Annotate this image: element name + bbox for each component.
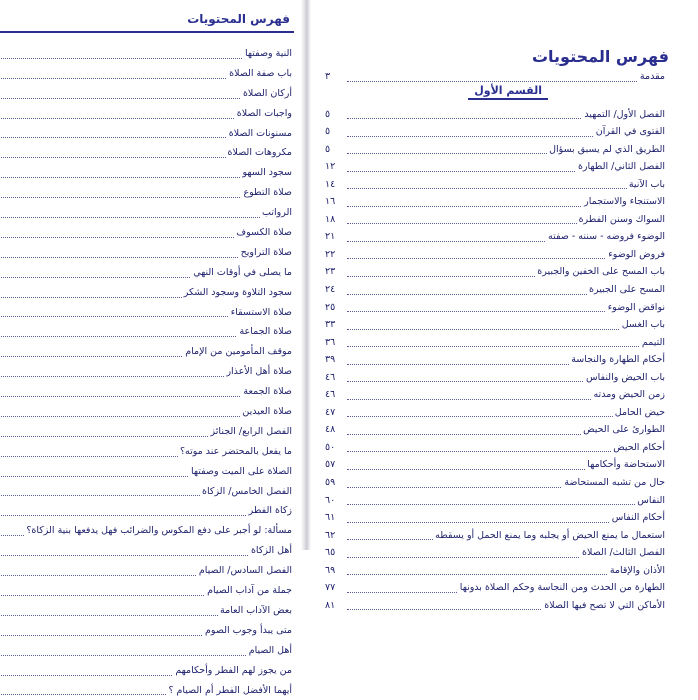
toc-entry <box>321 299 665 317</box>
toc-entry-title: باب الحيض والنفاس <box>584 372 665 383</box>
toc-entry <box>0 362 292 382</box>
toc-entry-title: سجود السهو <box>240 167 292 178</box>
toc-page-number: ٥ <box>325 106 332 124</box>
toc-entry <box>321 597 665 615</box>
toc-page-number: ٦٩ <box>325 562 337 580</box>
toc-entry-title: بعض الآداب العامة <box>218 605 292 616</box>
toc-entry-title: فروض الوضوء <box>606 249 665 260</box>
toc-page-number: ٤٦ <box>325 369 337 387</box>
toc-page-number: ١٨ <box>325 211 337 229</box>
toc-page-number: ٦٥ <box>325 544 337 562</box>
toc-entry-title: باب المسح على الخفين والجبيرة <box>535 266 665 277</box>
toc-entry <box>321 228 665 246</box>
toc-entry-title: ما يصلى في أوقات النهي <box>191 267 292 278</box>
toc-entry-title: مسألة: لو أجبر على دفع المكوس والضرائب فهل يدفعها بنية الزكاة؟ <box>24 525 292 536</box>
toc-entry <box>0 501 292 521</box>
dot-leader <box>347 188 665 189</box>
toc-page-number: ٦٠ <box>325 492 337 510</box>
toc-entry-title: حال من تشبه المستحاضة <box>562 477 665 488</box>
toc-entry-title: استعمال ما يمنع الحيض أو يجلبه وما يمنع الحمل أو يسقطه <box>433 530 665 541</box>
toc-entry-title: باب صفة الصلاة <box>227 68 292 79</box>
toc-page-number: ٤٧ <box>325 404 337 422</box>
toc-entry <box>321 193 665 211</box>
toc-entry-title: باب الغسل <box>620 319 665 330</box>
toc-page-number: ٢٣ <box>325 263 337 281</box>
toc-entry-title: زمن الحيض ومدته <box>591 389 665 400</box>
book-fold <box>301 0 311 550</box>
toc-page-number: ٥ <box>325 123 332 141</box>
toc-page-number: ٢١ <box>325 228 337 246</box>
right-page <box>311 0 698 550</box>
toc-entry <box>0 621 292 641</box>
toc-entry <box>0 382 292 402</box>
toc-entry <box>321 386 665 404</box>
toc-entry-title: واجبات الصلاة <box>235 108 292 119</box>
toc-entry-title: أيهما الأفضل الفطر أم الصيام ؟ <box>166 685 292 696</box>
toc-entry <box>0 163 292 183</box>
toc-entry-title: ما يفعل بالمحتضر عند موته؟ <box>178 446 292 457</box>
toc-entry <box>321 562 665 580</box>
toc-entry <box>0 143 292 163</box>
toc-entry-title: الطوارئ على الحيض <box>581 424 665 435</box>
toc-page-number: ١٤ <box>325 176 337 194</box>
toc-entry-title: أحكام الحيض <box>611 442 665 453</box>
toc-entry <box>0 521 292 541</box>
toc-entry-title: السواك وسنن الفطرة <box>577 214 665 225</box>
dot-leader <box>347 81 665 82</box>
toc-entry-title: النية وصفتها <box>243 48 292 59</box>
toc-entry <box>321 141 665 159</box>
toc-entry <box>321 579 665 597</box>
dot-leader <box>347 346 665 347</box>
toc-entry <box>0 283 292 303</box>
toc-page-number: ٨١ <box>325 597 337 615</box>
left-page-title: فهرس المحتويات <box>187 12 290 26</box>
toc-entry <box>0 641 292 661</box>
toc-entry-title: الفصل الخامس/ الزكاة <box>200 486 292 497</box>
toc-entry-title: الرواتب <box>260 207 292 218</box>
toc-entry <box>0 462 292 482</box>
toc-page-number: ٧٧ <box>325 579 337 597</box>
toc-entry <box>321 351 665 369</box>
toc-page-number: ٣٦ <box>325 334 337 352</box>
toc-page-number: ٣٩ <box>325 351 337 369</box>
right-toc-list <box>321 68 665 614</box>
toc-entry <box>0 223 292 243</box>
toc-entry-title: صلاة الجماعة <box>237 326 292 337</box>
toc-entry-title: صلاة الكسوف <box>234 227 292 238</box>
toc-entry-title: سجود التلاوة وسجود الشكر <box>182 287 292 298</box>
toc-entry <box>0 601 292 621</box>
toc-entry-title: نواقض الوضوء <box>606 302 665 313</box>
toc-entry <box>0 183 292 203</box>
toc-entry-title: زكاة الفطر <box>247 505 292 516</box>
toc-page-number: ٢٤ <box>325 281 337 299</box>
toc-entry <box>321 281 665 299</box>
toc-entry <box>321 474 665 492</box>
toc-entry <box>321 456 665 474</box>
toc-entry-title: من يجوز لهم الفطر وأحكامهم <box>173 665 292 676</box>
toc-entry <box>321 509 665 527</box>
toc-entry <box>321 176 665 194</box>
toc-entry-title: مكروهات الصلاة <box>226 147 292 158</box>
toc-entry-title: صلاة العيدين <box>240 406 292 417</box>
toc-entry <box>0 661 292 681</box>
toc-entry <box>0 84 292 104</box>
toc-entry <box>0 541 292 561</box>
toc-entry-title: أهل الزكاة <box>249 545 292 556</box>
toc-entry-title: الفصل الأول/ التمهيد <box>582 109 665 120</box>
title-rule <box>0 31 294 33</box>
toc-entry-title: التيمم <box>640 337 665 348</box>
toc-entry-title: صلاة التطوع <box>241 187 292 198</box>
toc-entry <box>0 442 292 462</box>
toc-page-number: ٤٨ <box>325 421 337 439</box>
toc-entry-title: أحكام النفاس <box>610 512 665 523</box>
toc-entry <box>321 211 665 229</box>
toc-entry-title: حيض الحامل <box>613 407 665 418</box>
toc-entry <box>321 544 665 562</box>
toc-page-number: ٥٩ <box>325 474 337 492</box>
dot-leader <box>347 329 665 330</box>
toc-entry <box>0 422 292 442</box>
toc-page-number: ٦٢ <box>325 527 337 545</box>
toc-entry-title: الطهارة من الحدث ومن النجاسة وحكم الصلاة بدونها <box>458 582 665 593</box>
toc-entry <box>0 263 292 283</box>
toc-entry-title: مقدمة <box>638 71 665 82</box>
toc-entry-title: أهل الصيام <box>247 645 292 656</box>
toc-entry <box>0 681 292 700</box>
toc-entry-title: الفتوى في القرآن <box>594 126 665 137</box>
toc-entry <box>0 203 292 223</box>
toc-entry-title: النفاس <box>635 495 665 506</box>
toc-entry <box>321 316 665 334</box>
left-page <box>0 0 302 550</box>
toc-entry <box>321 439 665 457</box>
toc-page-number: ٥٠ <box>325 439 337 457</box>
toc-entry <box>321 527 665 545</box>
toc-entry <box>0 402 292 422</box>
toc-entry <box>0 44 292 64</box>
toc-entry <box>321 123 665 141</box>
toc-page-number: ٣ <box>325 68 332 86</box>
toc-entry-title: الفصل الثاني/ الطهارة <box>576 161 665 172</box>
toc-entry-title: الفصل الرابع/ الجنائز <box>209 426 292 437</box>
toc-entry <box>321 369 665 387</box>
toc-entry <box>0 561 292 581</box>
toc-entry-title: الأماكن التي لا تصح فيها الصلاة <box>542 600 665 611</box>
toc-entry-title: الوضوء فروضه - سننه - صفته <box>546 231 665 242</box>
toc-entry-title: الأذان والإقامة <box>608 565 665 576</box>
toc-entry <box>321 404 665 422</box>
toc-entry <box>0 124 292 144</box>
toc-entry <box>321 158 665 176</box>
toc-entry <box>321 263 665 281</box>
toc-entry-title: صلاة الاستسقاء <box>229 307 292 318</box>
toc-page-number: ٤٦ <box>325 386 337 404</box>
toc-entry <box>0 303 292 323</box>
toc-entry-title: الاستحاضة وأحكامها <box>585 459 665 470</box>
toc-entry-title: صلاة أهل الأعذار <box>224 366 292 377</box>
toc-entry-title: صلاة الجمعة <box>241 386 292 397</box>
toc-entry <box>321 334 665 352</box>
dot-leader <box>0 217 292 218</box>
toc-entry <box>0 322 292 342</box>
toc-entry-title: باب الآنية <box>627 179 665 190</box>
toc-entry <box>0 581 292 601</box>
toc-entry-title: موقف المأمومين من الإمام <box>183 346 292 357</box>
toc-page-number: ٥٧ <box>325 456 337 474</box>
toc-entry-title: المسح على الجبيرة <box>587 284 665 295</box>
toc-entry-title: جملة من آداب الصيام <box>205 585 292 596</box>
toc-page-number: ١٦ <box>325 193 337 211</box>
toc-entry-title: الاستنجاء والاستجمار <box>582 196 665 207</box>
section-heading: القسم الأول <box>468 84 548 100</box>
toc-entry-title: أحكام الطهارة والنجاسة <box>569 354 665 365</box>
toc-entry-title: أركان الصلاة <box>241 88 292 99</box>
toc-page-number: ١٢ <box>325 158 337 176</box>
toc-entry <box>321 106 665 124</box>
toc-page-number: ٦١ <box>325 509 337 527</box>
toc-entry <box>321 492 665 510</box>
toc-entry <box>0 64 292 84</box>
toc-page-number: ٢٥ <box>325 299 337 317</box>
toc-entry-title: الفصل الثالث/ الصلاة <box>580 547 665 558</box>
toc-entry-title: الصلاة على الميت وصفتها <box>189 466 292 477</box>
toc-entry <box>321 421 665 439</box>
toc-page-number: ٣٣ <box>325 316 337 334</box>
toc-entry-title: الطريق الذي لم يسبق بسؤال <box>547 144 665 155</box>
dot-leader <box>347 504 665 505</box>
left-toc-list <box>0 44 292 700</box>
right-page-title: فهرس المحتويات <box>532 47 669 66</box>
toc-entry-title: الفصل السادس/ الصيام <box>197 565 292 576</box>
toc-entry <box>321 246 665 264</box>
toc-entry-title: مسنونات الصلاة <box>227 128 292 139</box>
toc-entry <box>0 482 292 502</box>
toc-page-number: ٥ <box>325 141 332 159</box>
toc-entry <box>0 342 292 362</box>
toc-entry <box>0 243 292 263</box>
toc-entry <box>0 104 292 124</box>
toc-entry <box>321 68 665 86</box>
toc-page-number: ٢٢ <box>325 246 337 264</box>
toc-entry-title: صلاة التراويح <box>239 247 292 258</box>
toc-entry-title: متى يبدأ وجوب الصوم <box>203 625 292 636</box>
